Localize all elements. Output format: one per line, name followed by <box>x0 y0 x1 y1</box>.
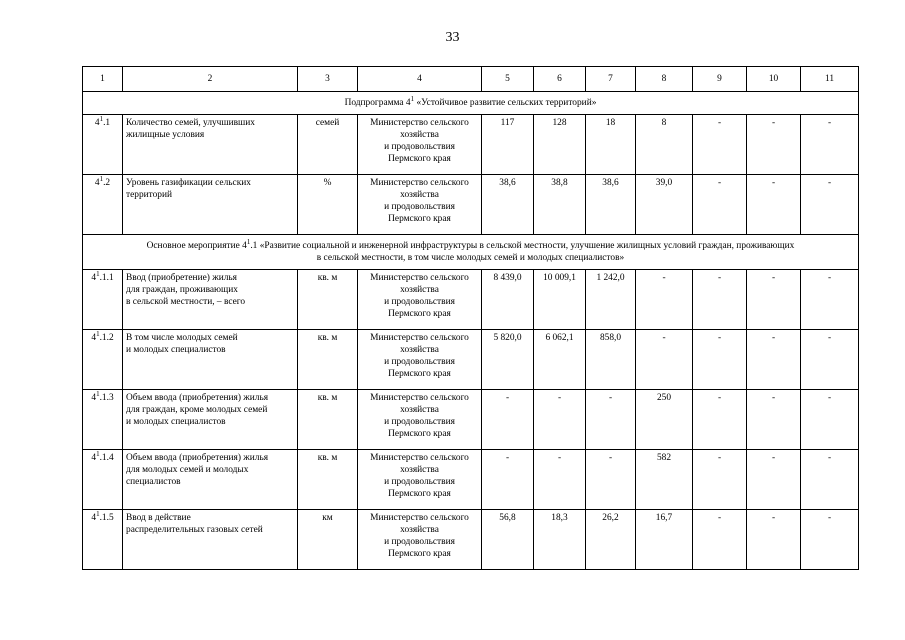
value-cell: - <box>747 450 801 510</box>
col-header: 8 <box>636 67 693 92</box>
value-cell: 39,0 <box>636 175 693 235</box>
value-cell: 8 439,0 <box>482 270 534 330</box>
value-cell: - <box>747 330 801 390</box>
value-cell: - <box>747 115 801 175</box>
value-cell: - <box>801 330 859 390</box>
value-cell: 18,3 <box>534 510 586 570</box>
unit-cell: км <box>298 510 358 570</box>
indicator-name: Объем ввода (приобретения) жилья для граждан, кроме молодых семей и молодых специалистов <box>123 390 298 450</box>
row-number: $4^1.1.2$ <box>83 330 123 390</box>
col-header: 1 <box>83 67 123 92</box>
unit-cell: кв. м <box>298 390 358 450</box>
value-cell: - <box>586 390 636 450</box>
unit-cell: кв. м <box>298 330 358 390</box>
value-cell: 56,8 <box>482 510 534 570</box>
unit-cell: % <box>298 175 358 235</box>
value-cell: - <box>534 390 586 450</box>
col-header: 4 <box>358 67 482 92</box>
table-body <box>83 67 859 570</box>
value-cell: - <box>693 510 747 570</box>
executor-cell: Министерство сельского хозяйства и продовольствия Пермского края <box>358 330 482 390</box>
value-cell: 1 242,0 <box>586 270 636 330</box>
table-row <box>83 390 859 450</box>
indicator-name: Уровень газификации сельских территорий <box>123 175 298 235</box>
unit-cell: кв. м <box>298 450 358 510</box>
value-cell: - <box>693 270 747 330</box>
executor-cell: Министерство сельского хозяйства и продовольствия Пермского края <box>358 115 482 175</box>
value-cell: - <box>693 115 747 175</box>
row-number: $4^1.1.3$ <box>83 390 123 450</box>
table-row <box>83 270 859 330</box>
value-cell: - <box>801 450 859 510</box>
header-row <box>83 67 859 92</box>
col-header: 3 <box>298 67 358 92</box>
value-cell: 38,6 <box>482 175 534 235</box>
value-cell: 38,6 <box>586 175 636 235</box>
value-cell: - <box>534 450 586 510</box>
value-cell: - <box>693 390 747 450</box>
value-cell: 6 062,1 <box>534 330 586 390</box>
executor-cell: Министерство сельского хозяйства и продовольствия Пермского края <box>358 270 482 330</box>
table-row <box>83 115 859 175</box>
value-cell: 10 009,1 <box>534 270 586 330</box>
value-cell: 8 <box>636 115 693 175</box>
row-number: $4^1.1$ <box>83 115 123 175</box>
row-number: $4^1.1.5$ <box>83 510 123 570</box>
value-cell: 858,0 <box>586 330 636 390</box>
row-number: $4^1.1.1$ <box>83 270 123 330</box>
value-cell: - <box>586 450 636 510</box>
col-header: 9 <box>693 67 747 92</box>
indicator-name: Объем ввода (приобретения) жилья для молодых семей и молодых специалистов <box>123 450 298 510</box>
col-header: 7 <box>586 67 636 92</box>
value-cell: 582 <box>636 450 693 510</box>
value-cell: - <box>747 390 801 450</box>
table-row <box>83 510 859 570</box>
value-cell: - <box>801 115 859 175</box>
table-row <box>83 450 859 510</box>
value-cell: - <box>801 270 859 330</box>
row-number: $4^1.2$ <box>83 175 123 235</box>
value-cell: - <box>801 175 859 235</box>
table-row <box>83 330 859 390</box>
unit-cell: кв. м <box>298 270 358 330</box>
value-cell: 18 <box>586 115 636 175</box>
value-cell: 117 <box>482 115 534 175</box>
indicator-name: В том числе молодых семей и молодых специалистов <box>123 330 298 390</box>
executor-cell: Министерство сельского хозяйства и продовольствия Пермского края <box>358 175 482 235</box>
value-cell: 16,7 <box>636 510 693 570</box>
value-cell: 5 820,0 <box>482 330 534 390</box>
value-cell: - <box>801 390 859 450</box>
col-header: 10 <box>747 67 801 92</box>
activity-title: Основное мероприятие $4^1.1$ «Развитие социальной и инженерной инфраструктуры в сельской местности, улучшение жилищных условий граждан, проживающих в сельской местности, в том числе молодых семей и молодых специалистов» <box>83 235 859 270</box>
value-cell: - <box>801 510 859 570</box>
executor-cell: Министерство сельского хозяйства и продовольствия Пермского края <box>358 510 482 570</box>
executor-cell: Министерство сельского хозяйства и продовольствия Пермского края <box>358 450 482 510</box>
indicator-name: Количество семей, улучшивших жилищные условия <box>123 115 298 175</box>
unit-cell: семей <box>298 115 358 175</box>
table-row <box>83 175 859 235</box>
value-cell: - <box>482 390 534 450</box>
value-cell: - <box>747 270 801 330</box>
value-cell: - <box>693 330 747 390</box>
col-header: 2 <box>123 67 298 92</box>
col-header: 11 <box>801 67 859 92</box>
value-cell: 38,8 <box>534 175 586 235</box>
value-cell: - <box>747 175 801 235</box>
value-cell: - <box>482 450 534 510</box>
value-cell: 26,2 <box>586 510 636 570</box>
indicator-name: Ввод (приобретение) жилья для граждан, проживающих в сельской местности, – всего <box>123 270 298 330</box>
activity-row <box>83 235 859 270</box>
executor-cell: Министерство сельского хозяйства и продовольствия Пермского края <box>358 390 482 450</box>
value-cell: - <box>747 510 801 570</box>
col-header: 6 <box>534 67 586 92</box>
value-cell: 250 <box>636 390 693 450</box>
value-cell: - <box>693 450 747 510</box>
indicator-name: Ввод в действие распределительных газовых сетей <box>123 510 298 570</box>
page-number: 33 <box>445 30 460 45</box>
row-number: $4^1.1.4$ <box>83 450 123 510</box>
subprogram-row <box>83 92 859 115</box>
col-header: 5 <box>482 67 534 92</box>
value-cell: 128 <box>534 115 586 175</box>
value-cell: - <box>636 270 693 330</box>
value-cell: - <box>636 330 693 390</box>
indicators-table <box>82 66 859 570</box>
value-cell: - <box>693 175 747 235</box>
subprogram-title: Подпрограмма $4^1$ «Устойчивое развитие сельских территорий» <box>83 92 859 115</box>
